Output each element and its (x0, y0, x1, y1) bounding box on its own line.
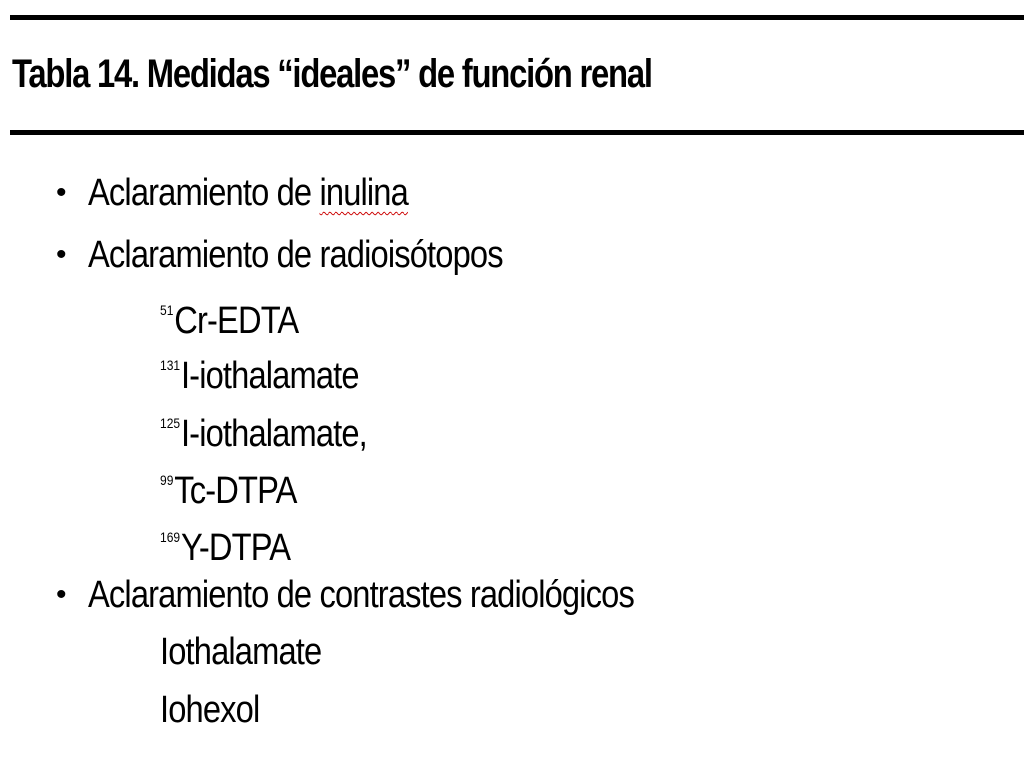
sub-item-radioisotope (160, 398, 367, 459)
sub-item-radioisotope (160, 285, 298, 346)
spellcheck-word: inulina (319, 172, 408, 214)
sub-item-contrast: Iothalamate (160, 631, 322, 673)
isotope-number: 169 (160, 529, 181, 545)
bullet-icon: • (56, 176, 67, 209)
isotope-number: 51 (160, 302, 174, 318)
compound-name: Cr-EDTA (174, 300, 299, 342)
isotope-number: 99 (160, 472, 174, 488)
list-item-radioisotopes: Aclaramiento de radioisótopos (88, 234, 503, 276)
sub-item-contrast: Iohexol (160, 689, 260, 731)
bullet-icon: • (56, 578, 67, 611)
bottom-rule (10, 130, 1024, 135)
list-item-contrasts: Aclaramiento de contrastes radiológicos (88, 574, 634, 616)
sub-item-radioisotope (160, 455, 297, 516)
isotope-number: 131 (160, 357, 181, 373)
sub-item-radioisotope (160, 512, 290, 573)
compound-name: Tc-DTPA (174, 470, 297, 512)
list-item-inulina (88, 168, 408, 218)
top-rule (10, 15, 1024, 20)
isotope-number: 125 (160, 415, 181, 431)
table-title: Tabla 14. Medidas “ideales” de función renal (12, 52, 652, 96)
sub-item-radioisotope (160, 340, 359, 401)
compound-name: I-iothalamate, (180, 413, 367, 455)
list-item-label: Aclaramiento de (88, 172, 320, 214)
compound-name: I-iothalamate (180, 355, 359, 397)
bullet-icon: • (56, 238, 67, 271)
compound-name: Y-DTPA (180, 527, 291, 569)
